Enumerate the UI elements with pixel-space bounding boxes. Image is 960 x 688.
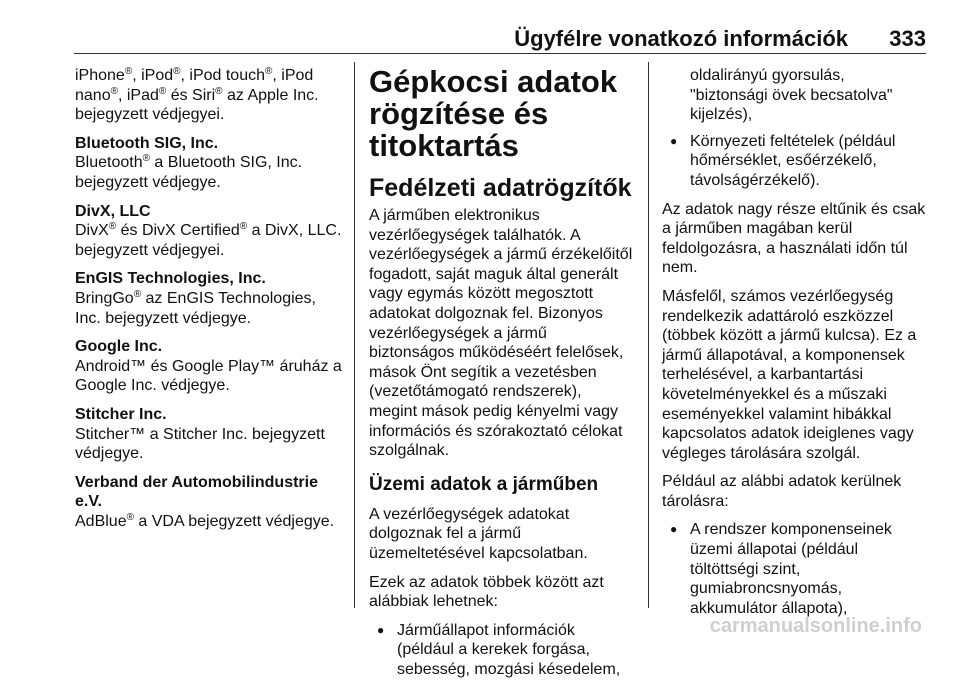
body-paragraph: Ezek az adatok többek között azt alábbiak lehetnek:	[369, 573, 604, 611]
trademark-owner-heading: Bluetooth SIG, Inc.	[75, 134, 219, 152]
list-item: ● A rendszer komponenseinek üzemi állapotai (például töltöttségi szint, gumiabroncsnyomás, akkumulátor állapota),	[662, 520, 932, 618]
page-header	[74, 26, 926, 56]
header-title: Ügyfélre vonatkozó információk	[514, 26, 848, 51]
body-paragraph: A járműben elektronikus vezérlőegységek találhatók. A vezérlőegységek a jármű érzékelőitől fogadott, saját maguk által generált vagy egymás között megosztott adatokat dolgoznak fel. Bizonyos vezérlőegységek a jármű biztonságos működéséért felelősek, mások Önt segítik a vezetésben (vezetőtámogató rendszerek), megint mások pedig kényelmi vagy információs és szórakoztató célokat szolgálnak.	[369, 207, 633, 460]
bullet-list	[662, 520, 932, 618]
body-paragraph: Az adatok nagy része eltűnik és csak a járműben magában kerül feldolgozásra, a használati időn túl nem.	[662, 200, 926, 277]
subsection-heading: Üzemi adatok a járműben	[369, 473, 599, 495]
bluetooth-trademark-text: Bluetooth® a Bluetooth SIG, Inc. bejegyzett védjegye.	[75, 153, 303, 191]
page-number: 333	[889, 26, 926, 51]
apple-trademark-text: iPhone®, iPod®, iPod touch®, iPod nano®, iPad® és Siri® az Apple Inc. bejegyzett védjegyei.	[75, 66, 319, 124]
list-item: ● Járműállapot információk (például a kerekek forgása, sebesség, mozgási késedelem,	[369, 621, 637, 680]
bullet-list	[369, 621, 637, 680]
stitcher-trademark-text: Stitcher™ a Stitcher Inc. bejegyzett védjegye.	[75, 425, 325, 463]
watermark: carmanualsonline.info	[709, 615, 922, 637]
header-divider	[74, 53, 926, 54]
column-divider-2	[648, 62, 649, 608]
adblue-trademark-text: AdBlue® a VDA bejegyzett védjegye.	[75, 511, 335, 530]
column-trademarks	[75, 66, 345, 540]
column-data-storage	[662, 66, 932, 627]
list-item: ● Környezeti feltételek (például hőmérséklet, esőérzékelő, távolságérzékelő).	[662, 132, 932, 191]
trademark-owner-heading: Google Inc.	[75, 338, 163, 356]
trademark-owner-heading: EnGIS Technologies, Inc.	[75, 270, 266, 288]
body-paragraph: Másfelől, számos vezérlőegység rendelkezik adattároló eszközzel (többek között a jármű kulcsa). Ez a jármű állapotával, a komponensek terhelésével, a karbantartási követelményekkel és a műszaki eseményekkel valamint hibákkal kapcsolatos adatok ideiglenes vagy végleges tárolására szolgál.	[662, 287, 917, 462]
column-data-recording	[369, 66, 637, 688]
subsection-title: Fedélzeti adatrögzítők	[369, 174, 632, 202]
google-trademark-text: Android™ és Google Play™ áruház a Google Inc. védjegye.	[75, 357, 342, 395]
trademark-owner-heading: Stitcher Inc.	[75, 405, 167, 423]
divx-trademark-text: DivX® és DivX Certified® a DivX, LLC. bejegyzett védjegyei.	[75, 221, 342, 259]
trademark-owner-heading: DivX, LLC	[75, 202, 151, 220]
column-divider-1	[354, 62, 355, 608]
body-paragraph: A vezérlőegységek adatokat dolgoznak fel a jármű üzemeltetésével kapcsolatban.	[369, 505, 588, 562]
body-paragraph: Például az alábbi adatok kerülnek tárolásra:	[662, 473, 902, 510]
section-title: Gépkocsi adatok rögzítése és titoktartás	[369, 64, 618, 163]
trademark-owner-heading: Verband der Automobilindustrie e.V.	[75, 473, 318, 511]
bullet-continuation: oldalirányú gyorsulás, "biztonsági övek becsatolva" kijelzés),	[690, 67, 893, 124]
bullet-list	[662, 132, 932, 191]
bringgo-trademark-text: BringGo® az EnGIS Technologies, Inc. bejegyzett védjegye.	[75, 288, 316, 327]
